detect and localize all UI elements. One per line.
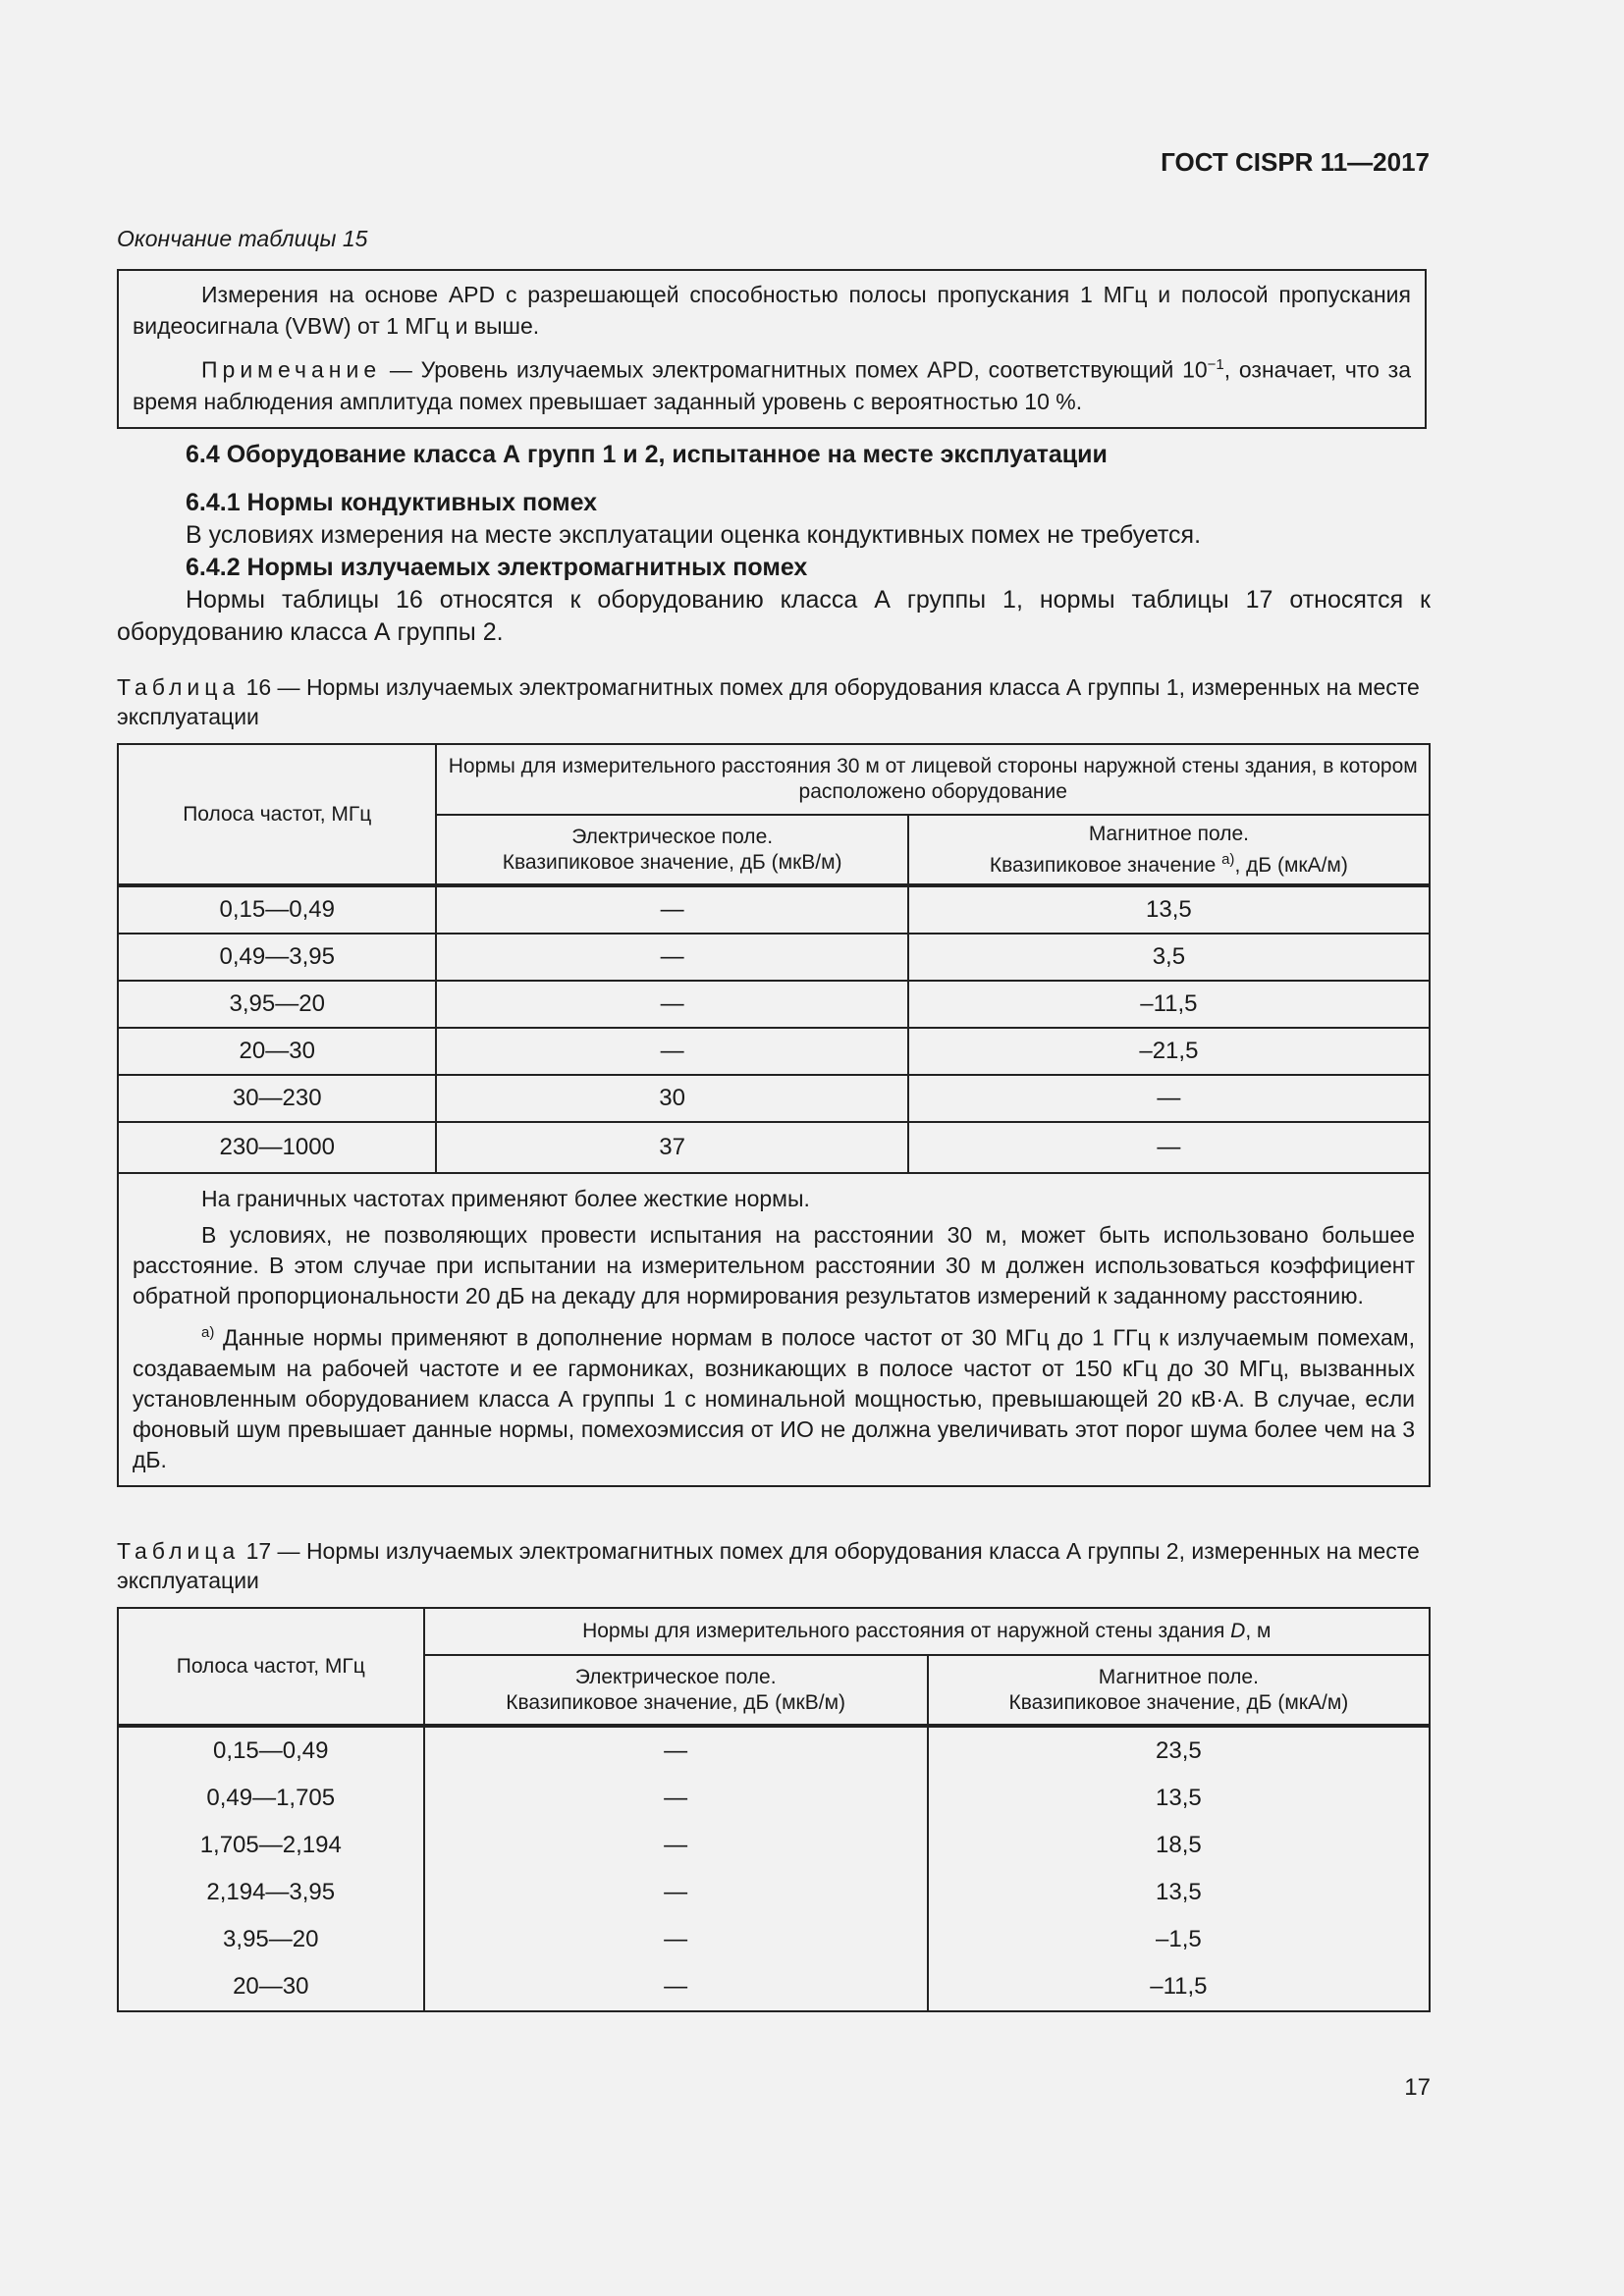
table-cell-freq: 3,95—20: [118, 1916, 424, 1963]
table-cell-electric: —: [424, 1726, 928, 1775]
t16-msup: а): [1221, 850, 1235, 868]
table-cell-freq: 20—30: [118, 1963, 424, 2011]
t16-e1: Электрическое поле.: [571, 825, 774, 848]
heading-6-4-1: 6.4.1 Нормы кондуктивных помех: [186, 489, 598, 516]
table-cell-freq: 0,15—0,49: [118, 1726, 424, 1775]
table15-end-box: [117, 269, 1427, 429]
table-cell-freq: 20—30: [118, 1028, 436, 1075]
t17-norms-a: Нормы для измерительного расстояния от наружной стены здания: [582, 1620, 1231, 1642]
table-cell-electric: —: [424, 1775, 928, 1822]
t16-m2a: Квазипиковое значение: [989, 853, 1222, 877]
section-6-4-1: [117, 487, 1431, 649]
t16-m1: Магнитное поле.: [1088, 822, 1249, 845]
table-cell-freq: 30—230: [118, 1075, 436, 1122]
table16-header-electric: [436, 815, 907, 885]
table17-header-electric: [424, 1655, 928, 1726]
t16-e2: Квазипиковое значение, дБ (мкВ/м): [502, 850, 842, 874]
section-6-4: [117, 439, 1431, 471]
table16-caption-text: 16 — Нормы излучаемых электромагнитных помех для оборудования класса А группы 1, измеренных на месте эксплуатации: [117, 674, 1420, 729]
table16-caption-label: Таблица: [117, 674, 241, 700]
table-cell-freq: 0,49—1,705: [118, 1775, 424, 1822]
document-code: ГОСТ CISPR 11—2017: [1161, 147, 1430, 177]
table17-caption-text: 17 — Нормы излучаемых электромагнитных помех для оборудования класса А группы 2, измеренных на месте эксплуатации: [117, 1538, 1420, 1593]
t16-foot3-sup: а): [201, 1324, 215, 1341]
table-cell-magnetic: 18,5: [928, 1822, 1430, 1869]
table-cell-electric: —: [424, 1963, 928, 2011]
table17: [117, 1607, 1431, 2012]
table-cell-electric: —: [436, 885, 907, 934]
table-cell-electric: —: [424, 1916, 928, 1963]
t17-e2: Квазипиковое значение, дБ (мкВ/м): [506, 1690, 846, 1714]
table16-footnotes: [118, 1173, 1430, 1486]
paragraph-6-4-2: Нормы таблицы 16 относятся к оборудованию класса А группы 1, нормы таблицы 17 относятся к оборудованию класса А группы 2.: [117, 586, 1431, 646]
note-sup: −1: [1207, 356, 1224, 373]
table17-header-norms: [424, 1608, 1430, 1655]
table17-caption-label: Таблица: [117, 1538, 241, 1564]
table-cell-magnetic: 23,5: [928, 1726, 1430, 1775]
table-cell-electric: —: [424, 1869, 928, 1916]
table-cell-freq: 2,194—3,95: [118, 1869, 424, 1916]
table16-foot2: В условиях, не позволяющих провести испытания на расстоянии 30 м, может быть использовано большее расстояние. В этом случае при испытании на измерительном расстоянии 30 м должен использоваться коэффициент обратной пропорциональности 20 дБ на декаду для нормирования результатов измерений к заданному расстоянию.: [133, 1222, 1415, 1308]
table17-header-freq: Полоса частот, МГц: [118, 1608, 424, 1726]
t17-norms-d: D: [1230, 1620, 1246, 1642]
table16-foot1: На граничных частотах применяют более жесткие нормы.: [201, 1186, 810, 1211]
note-text-a: — Уровень излучаемых электромагнитных помех APD, соответствующий 10: [381, 356, 1208, 383]
table-cell-freq: 230—1000: [118, 1122, 436, 1173]
table-cell-electric: —: [424, 1822, 928, 1869]
table16-caption: [117, 672, 1431, 731]
table16-header-freq: Полоса частот, МГц: [118, 744, 436, 885]
table-cell-electric: —: [436, 1028, 907, 1075]
table15-text: Измерения на основе APD с разрешающей способностью полосы пропускания 1 МГц и полосой пропускания видеосигнала (VBW) от 1 МГц и выше.: [133, 282, 1411, 339]
table-cell-magnetic: 13,5: [908, 885, 1430, 934]
table-cell-magnetic: 13,5: [928, 1869, 1430, 1916]
t17-m1: Магнитное поле.: [1098, 1665, 1259, 1688]
table15-continuation-caption: Окончание таблицы 15: [117, 226, 368, 251]
page-number: 17: [1404, 2074, 1431, 2101]
table-cell-electric: —: [436, 981, 907, 1028]
table16-foot3: [133, 1317, 1415, 1475]
table-cell-magnetic: —: [908, 1122, 1430, 1173]
table-cell-magnetic: –11,5: [908, 981, 1430, 1028]
t17-e1: Электрическое поле.: [574, 1665, 777, 1688]
table-cell-freq: 0,49—3,95: [118, 934, 436, 981]
t17-norms-b: , м: [1245, 1620, 1272, 1642]
table16-header-norms: Нормы для измерительного расстояния 30 м от лицевой стороны наружной стены здания, в котором расположено оборудование: [436, 744, 1430, 815]
table-cell-freq: 3,95—20: [118, 981, 436, 1028]
table-cell-magnetic: 3,5: [908, 934, 1430, 981]
heading-6-4: 6.4 Оборудование класса А групп 1 и 2, испытанное на месте эксплуатации: [186, 441, 1108, 468]
note-label: Примечание: [201, 356, 382, 383]
note-text-b: , означает, что за время наблюдения амплитуда помех превышает заданный уровень с вероятностью 10 %.: [133, 356, 1411, 414]
paragraph-6-4-1: В условиях измерения на месте эксплуатации оценка кондуктивных помех не требуется.: [186, 521, 1202, 549]
table-cell-electric: 37: [436, 1122, 907, 1173]
t17-m2: Квазипиковое значение, дБ (мкА/м): [1008, 1690, 1349, 1714]
t16-m2b: , дБ (мкА/м): [1234, 853, 1348, 877]
table16: [117, 743, 1431, 1487]
heading-6-4-2: 6.4.2 Нормы излучаемых электромагнитных помех: [186, 554, 808, 581]
table15-note: [133, 349, 1411, 417]
table17-header-magnetic: [928, 1655, 1430, 1726]
table-cell-electric: 30: [436, 1075, 907, 1122]
table-cell-magnetic: —: [908, 1075, 1430, 1122]
table16-header-magnetic: [908, 815, 1430, 885]
table-cell-electric: —: [436, 934, 907, 981]
table17-caption: [117, 1536, 1431, 1595]
table-cell-magnetic: 13,5: [928, 1775, 1430, 1822]
table-cell-magnetic: –1,5: [928, 1916, 1430, 1963]
table-cell-freq: 0,15—0,49: [118, 885, 436, 934]
t16-foot3-text: Данные нормы применяют в дополнение нормам в полосе частот от 30 МГц до 1 ГГц к излучаемым помехам, создаваемым на рабочей частоте и ее гармониках, возникающих в полосе частот от 150 кГц до 30 МГц, вызванных установленным оборудованием класса А группы 1 с номинальной мощностью, превышающей 20 кВ·А. В случае, если фоновый шум превышает данные нормы, помехоэмиссия от ИО не должна увеличивать этот порог шума более чем на 3 дБ.: [133, 1324, 1415, 1472]
table-cell-freq: 1,705—2,194: [118, 1822, 424, 1869]
table-cell-magnetic: –11,5: [928, 1963, 1430, 2011]
table-cell-magnetic: –21,5: [908, 1028, 1430, 1075]
